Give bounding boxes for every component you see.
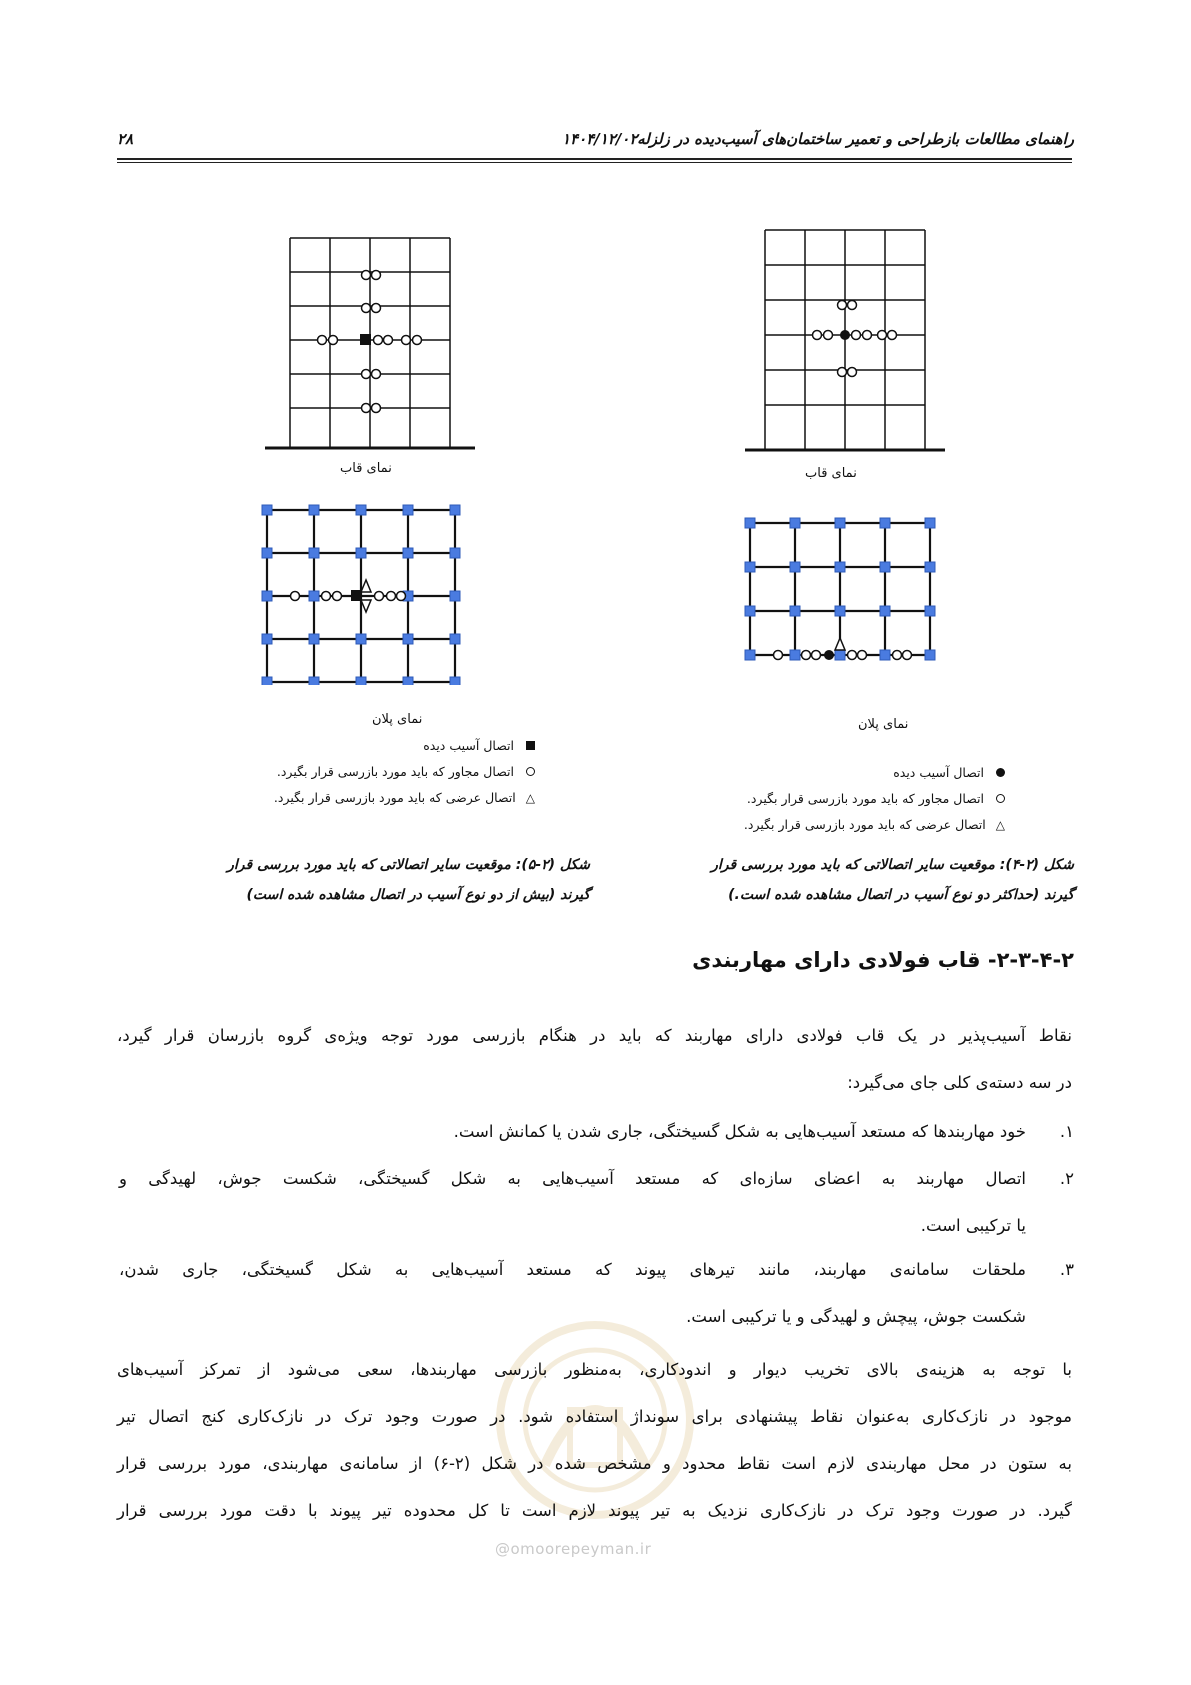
open-circle-icon xyxy=(996,794,1005,803)
list-item xyxy=(119,1108,1074,1155)
text-line: در سه دسته‌ی کلی جای می‌گیرد: xyxy=(847,1073,1072,1092)
list-number: ۲. xyxy=(1059,1169,1074,1188)
header-date: ۱۴۰۴/۱۲/۰۲ xyxy=(562,130,638,148)
open-circle-icon xyxy=(526,767,535,776)
legend-item: اتصال آسیب دیده xyxy=(725,760,1005,786)
figure-right-legend xyxy=(725,760,1005,838)
text-line: موجود در نازک‌کاری به‌عنوان نقاط پیشنهادی برای سونداژ استفاده شود. در صورت وجود ترک در نازک‌کاری کنج اتصال تیر xyxy=(117,1407,1072,1426)
page-number: ۲۸ xyxy=(117,130,134,148)
section-title: ۲-۳-۴-۲- قاب فولادی دارای مهاربندی xyxy=(692,948,1074,972)
figure-left-caption: شکل (۲-۵): موقعیت سایر اتصالاتی که باید مورد بررسی قرار گیرند (بیش از دو نوع آسیب در اتصال مشاهده شده است) xyxy=(227,857,590,903)
text-line: یا ترکیبی است. xyxy=(920,1216,1026,1235)
figure-right-frame-label: نمای قاب xyxy=(805,466,857,481)
figure-right-plan-label: نمای پلان xyxy=(858,717,909,732)
legend-item: اتصال مجاور که باید مورد بازرسی قرار بگیرد. xyxy=(245,759,535,785)
text-line: به ستون در محل مهاربندی لازم است نقاط محدود و مشخص شده در شکل (۲-۶) از سامانه‌ی مهاربندی، مورد بررسی قرار xyxy=(117,1454,1072,1473)
text-line: با توجه به هزینه‌ی بالای تخریب دیوار و اندودکاری، به‌منظور بازرسی مهاربندها، سعی می‌شود از تمرکز آسیب‌های xyxy=(117,1360,1072,1379)
filled-square-icon xyxy=(526,741,535,750)
legend-item: △اتصال عرضی که باید مورد بازرسی قرار بگیرد. xyxy=(725,812,1005,838)
figure-right-caption: شکل (۲-۴): موقعیت سایر اتصالاتی که باید مورد بررسی قرار گیرند (حداکثر دو نوع آسیب در اتصال مشاهده شده است.) xyxy=(711,857,1074,903)
legend-item: اتصال مجاور که باید مورد بازرسی قرار بگیرد. xyxy=(725,786,1005,812)
triangle-icon: △ xyxy=(525,791,535,805)
text-line: خود مهاربندها که مستعد آسیب‌هایی به شکل گسیختگی، جاری شدن یا کمانش است. xyxy=(453,1122,1026,1141)
text-line: نقاط آسیب‌پذیر در یک قاب فولادی دارای مهاربند که باید در هنگام بازرسی مورد توجه ویژه‌ی گروه بازرسان قرار گیرد، xyxy=(117,1026,1072,1045)
text-line: گیرد. در صورت وجود ترک در نازک‌کاری نزدیک به تیر پیوند لازم است تا کل محدوده تیر پیوند با دقت مورد بررسی قرار xyxy=(117,1501,1072,1520)
header-title: راهنمای مطالعات بازطراحی و تعمیر ساختمان‌های آسیب‌دیده در زلزله xyxy=(637,130,1074,148)
text-line: ملحقات سامانه‌ی مهاربند، مانند تیرهای پیوند که مستعد آسیب‌هایی به شکل گسیختگی، جاری شدن، xyxy=(119,1260,1026,1279)
intro-paragraph xyxy=(117,1012,1072,1106)
text-line: شکست جوش، پیچش و لهیدگی و یا ترکیبی است. xyxy=(686,1307,1026,1326)
body-paragraph xyxy=(117,1346,1072,1534)
figure-left-plan-label: نمای پلان xyxy=(372,712,423,727)
legend-item: اتصال آسیب دیده xyxy=(245,733,535,759)
filled-circle-icon xyxy=(996,768,1005,777)
figure-left-frame-label: نمای قاب xyxy=(340,461,392,476)
figure-left-frame xyxy=(260,230,480,455)
triangle-icon: △ xyxy=(995,818,1005,832)
list-number: ۳. xyxy=(1059,1260,1074,1279)
figure-right-frame xyxy=(740,225,980,465)
list-number: ۱. xyxy=(1059,1122,1074,1141)
figure-left-legend xyxy=(245,733,535,811)
figure-right-plan xyxy=(740,515,950,695)
figure-left-plan xyxy=(255,500,480,685)
list-item xyxy=(119,1155,1074,1249)
header-rule xyxy=(117,158,1072,163)
watermark-text: @omoorepeyman.ir xyxy=(495,1540,652,1558)
text-line: اتصال مهاربند به اعضای سازه‌ای که مستعد آسیب‌هایی به شکل گسیختگی، شکست جوش، لهیدگی و xyxy=(119,1169,1026,1188)
legend-item: △اتصال عرضی که باید مورد بازرسی قرار بگیرد. xyxy=(245,785,535,811)
